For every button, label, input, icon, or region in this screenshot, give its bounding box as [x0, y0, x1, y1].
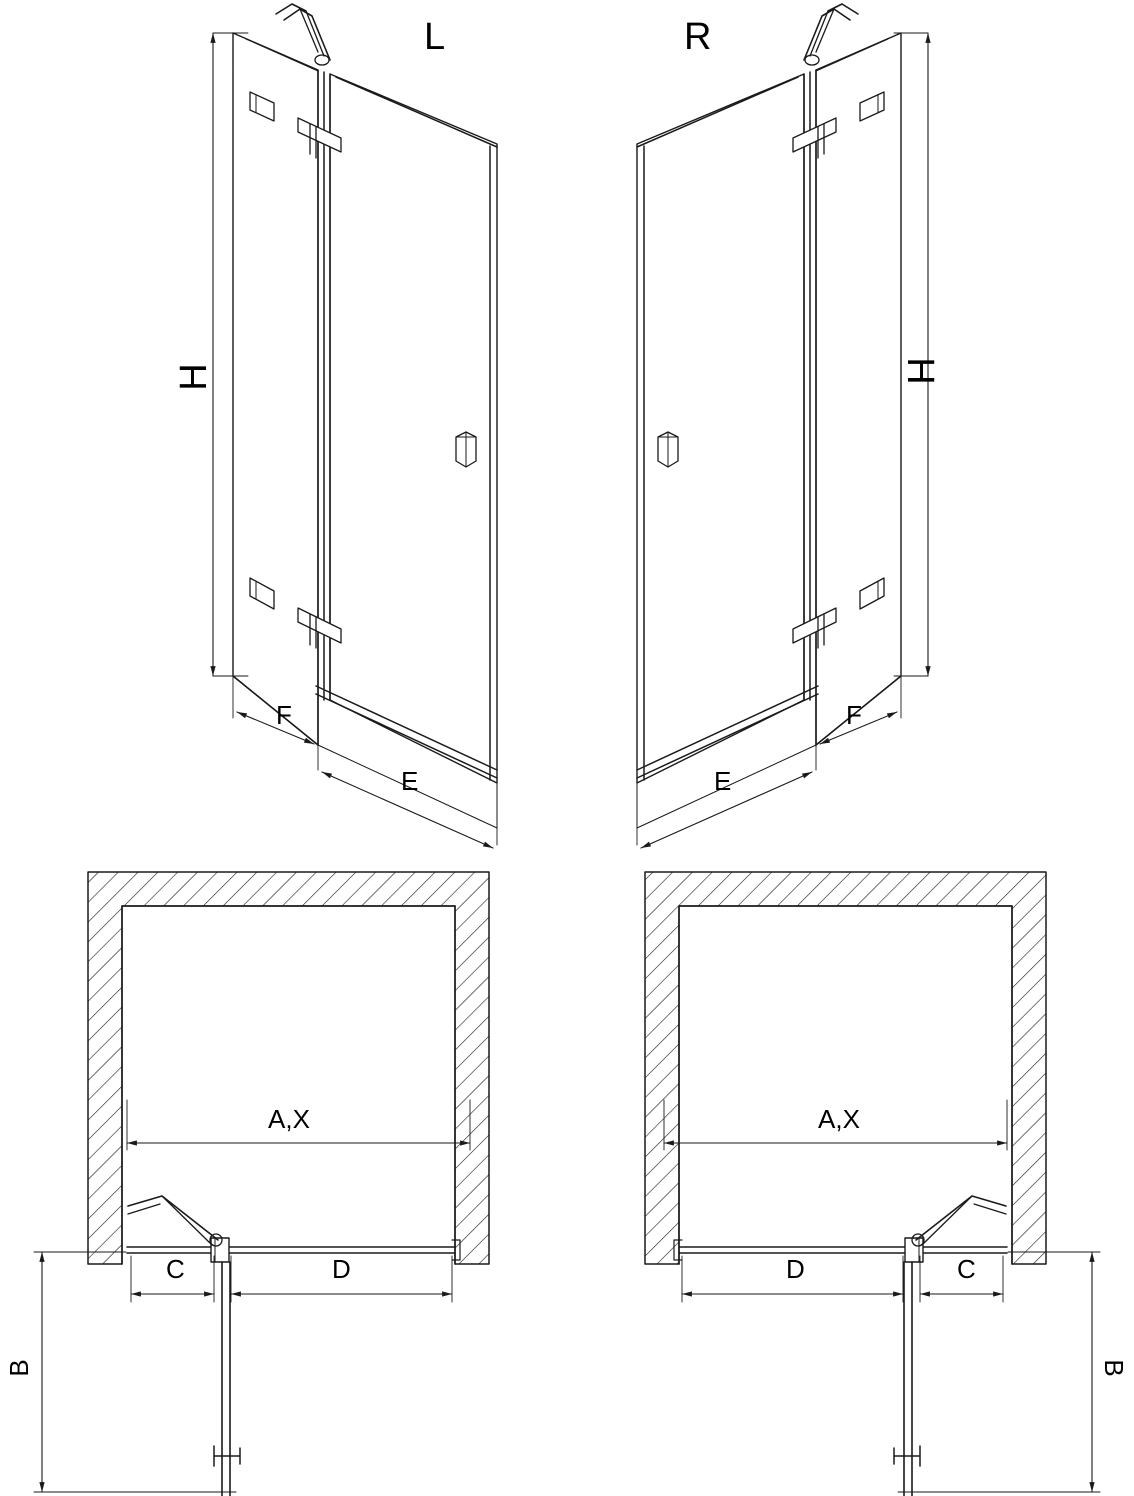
dimension-label-e-right: E	[714, 766, 732, 796]
plan-left-view	[34, 872, 489, 1496]
dimension-label-ax-right: A,X	[818, 1104, 860, 1134]
dimension-label-e-left: E	[401, 766, 419, 796]
dimension-label-d-right: D	[786, 1254, 805, 1284]
iso-left-title: L	[424, 16, 446, 58]
dimension-label-f-right: F	[846, 700, 862, 730]
iso-left-view	[213, 4, 497, 848]
dimension-label-ax-left: A,X	[268, 1104, 310, 1134]
dimension-label-b-left: B	[4, 1359, 34, 1377]
dimension-label-c-left: C	[166, 1254, 185, 1284]
dimension-label-f-left: F	[276, 700, 292, 730]
iso-right-title: R	[684, 16, 712, 58]
dimension-label-h-right: H	[899, 357, 941, 385]
dimension-label-c-right: C	[957, 1254, 976, 1284]
dimension-label-d-left: D	[332, 1254, 351, 1284]
iso-right-view	[637, 4, 928, 848]
plan-right-view	[645, 872, 1100, 1496]
dimension-label-h-left: H	[173, 363, 215, 391]
dimension-label-b-right: B	[1099, 1359, 1129, 1377]
